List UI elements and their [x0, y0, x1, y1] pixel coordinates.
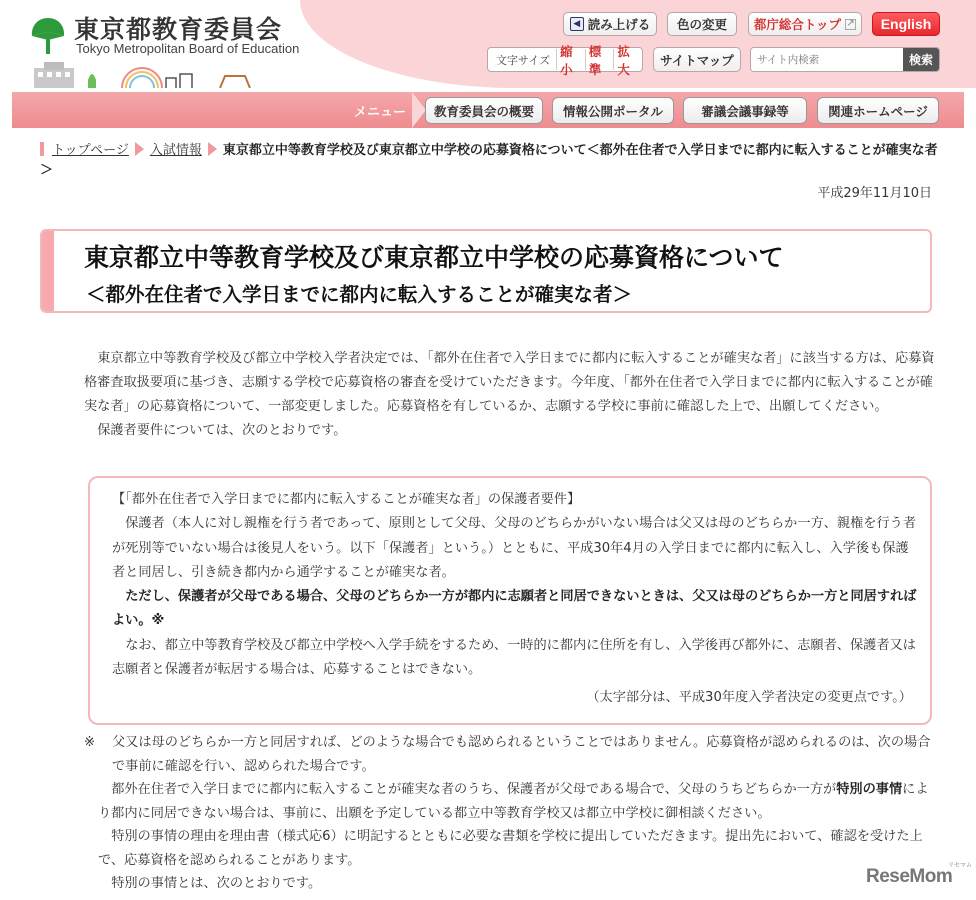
note-text: 父又は母のどちらか一方と同居すれば、どのような場合でも認められるということではありません。応募資格が認められるのは、次の場合で事前に確認を行い、認められた場合です。: [112, 735, 931, 774]
page-title: 東京都立中等教育学校及び東京都立中学校の応募資格について: [84, 243, 784, 272]
tocho-top-link[interactable]: [748, 12, 862, 36]
breadcrumb-section-link[interactable]: 入試情報: [149, 143, 202, 158]
font-size-large-button[interactable]: 拡大: [613, 49, 642, 70]
requirements-note: （太字部分は、平成30年度入学者決定の変更点です。）: [586, 690, 912, 706]
site-search: [750, 47, 940, 72]
font-size-standard-button[interactable]: 標準: [585, 49, 614, 70]
external-link-icon: ↗: [846, 18, 855, 29]
note-marker: ※: [84, 735, 96, 750]
menu-label-text: メニュー: [354, 104, 407, 120]
note-text: 都外在住者で入学日までに都内に転入することが確実な者のうち、保護者が父母である場合で、父母のうちどちらか一方が: [111, 782, 837, 797]
speaker-icon: ◀: [570, 17, 584, 31]
requirements-paragraph: なお、都立中等教育学校及び都立中学校へ入学手続をするため、一時的に都内に住所を有し、入学後再び都外に、志願者、保護者又は志願者と保護者が転居する場合は、応募することはできない。: [112, 637, 916, 678]
nav-item-council-minutes[interactable]: 審議会議事録等: [683, 97, 807, 124]
resemom-watermark: [862, 860, 972, 894]
requirements-heading: 【「都外在住者で入学日までに都内に転入することが確実な者」の保護者要件】: [112, 492, 581, 507]
nav-item-related-links[interactable]: 関連ホームページ: [817, 97, 939, 124]
cityscape-illustration-icon: [30, 58, 260, 88]
search-button[interactable]: 検索: [903, 48, 939, 71]
read-aloud-button[interactable]: [563, 12, 657, 36]
page-subtitle: ＜都外在住者で入学日までに都内に転入することが確実な者＞: [86, 283, 633, 306]
note-paragraph: 特別の事情とは、次のとおりです。: [111, 876, 322, 891]
english-button[interactable]: [872, 12, 940, 36]
publish-date: 平成29年11月10日: [817, 186, 932, 201]
breadcrumb-bar-icon: [40, 142, 44, 156]
note-paragraph: 特別の事情の理由を理由書（様式応6）に明記するとともに必要な書類を学校に提出していただきます。提出先において、確認を受けた上で、応募資格を認められることがあります。: [98, 829, 923, 868]
intro-paragraph: 東京都立中等教育学校及び都立中学校入学者決定では、「都外在住者で入学日までに都内に転入することが確実な者」に該当する方は、応募資格審査取扱要項に基づき、志願する学校で応募資格の審査を受けていただきます。今年度、「都外在住者で入学日までに都内に転入することが確実な者」の応募資格について、一部変更しました。応募資格を有しているか、志願する学校に事前に確認した上で、出願してください。: [84, 351, 935, 414]
breadcrumb-arrow-icon: [135, 142, 144, 156]
note-item: [84, 731, 936, 778]
page-title-box: [40, 229, 932, 313]
note-bold-text: 特別の事情: [836, 782, 903, 797]
breadcrumb-current: 東京都立中等教育学校及び東京都立中学校の応募資格について＜都外在住者で入学日までに都内に転入することが確実な者＞: [40, 143, 938, 178]
note-paragraph: [84, 778, 936, 825]
site-header: [0, 0, 976, 88]
font-size-small-button[interactable]: 縮小: [556, 49, 585, 70]
nav-item-overview[interactable]: 教育委員会の概要: [425, 97, 543, 124]
watermark-text: ReseMom: [866, 866, 953, 887]
intro-text: [84, 347, 936, 443]
search-input[interactable]: [751, 48, 903, 71]
requirements-bold-paragraph: ただし、保護者が父母である場合、父母のどちらか一方が都内に志願者と同居できないときは、父又は母のどちらか一方と同居すればよい。※: [112, 589, 917, 629]
logo-subtitle: Tokyo Metropolitan Board of Education: [76, 41, 300, 56]
menu-arrow-icon: [412, 92, 426, 128]
read-aloud-label: 読み上げる: [587, 17, 651, 32]
logo-title: 東京都教育委員会: [74, 15, 283, 44]
sitemap-label: サイトマップ: [660, 52, 734, 68]
guardian-requirements-box: [88, 476, 932, 725]
nav-item-disclosure-portal[interactable]: 情報公開ポータル: [552, 97, 674, 124]
sitemap-button[interactable]: [653, 47, 741, 72]
requirements-paragraph: 保護者（本人に対し親権を行う者であって、原則として父母、父母のどちらかがいない場合は父又は母のどちらか一方、親権を行う者が死別等でいない場合は後見人をいう。以下「保護者」という。）とともに、平成30年4月の入学日までに都内に転入し、入学後も保護者と同居し、引き続き都内から通学することが確実な者。: [112, 516, 917, 580]
intro-paragraph: 保護者要件については、次のとおりです。: [97, 423, 347, 438]
notes-section: [84, 731, 936, 896]
breadcrumb: [40, 141, 940, 181]
main-nav: [12, 92, 964, 128]
english-label: English: [880, 16, 932, 32]
color-change-button[interactable]: [667, 12, 737, 36]
ginkgo-logo-icon: [30, 14, 66, 56]
font-size-label: 文字サイズ: [496, 53, 551, 67]
font-size-selector: [487, 43, 643, 77]
site-logo[interactable]: [30, 10, 320, 60]
note-text: により都内に同居できない場合は、事前に、出願を予定している都立中等教育学校又は都立中学校に御相談ください。: [98, 782, 929, 821]
breadcrumb-arrow-icon: [208, 142, 217, 156]
watermark-small-text: リセマム: [948, 862, 972, 869]
title-accent-bar: [42, 231, 54, 311]
color-change-label: 色の変更: [676, 17, 727, 32]
menu-label: [342, 92, 426, 128]
tocho-top-label: 都庁総合トップ: [753, 17, 842, 32]
breadcrumb-top-link[interactable]: トップページ: [52, 143, 129, 158]
